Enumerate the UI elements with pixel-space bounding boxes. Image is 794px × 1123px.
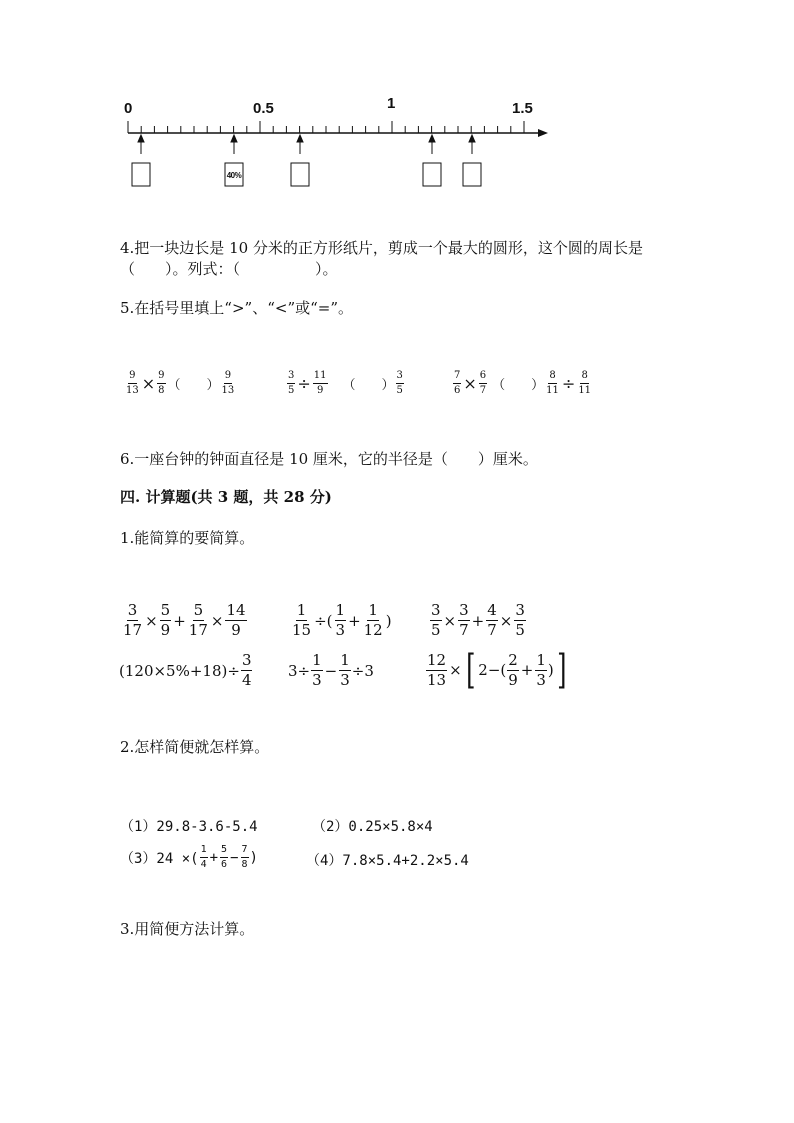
fraction: $\frac{3}{5}$ <box>288 370 295 396</box>
filled-box-text: 40% <box>226 171 242 180</box>
q4-line1: 4.把一块边长是 10 分米的正方形纸片，剪成一个最大的圆形，这个圆的周长是 <box>120 239 643 257</box>
q5-prompt: 5.在括号里填上“>”、“<”或“=”。 <box>120 299 354 317</box>
tick-label-1.5: 1.5 <box>512 100 533 117</box>
fraction: $\frac{7}{6}$ <box>454 370 461 396</box>
tick-label-0.5: 0.5 <box>253 100 274 117</box>
compare-blank[interactable]: （ ） <box>167 378 220 393</box>
section-4-title: 四. 计算题(共 3 题，共 28 分) <box>120 488 332 506</box>
q4-line2: （ ）。列式：（ ）。 <box>120 260 338 278</box>
tick-label-0: 0 <box>124 100 133 117</box>
calc1-expr-6: $\frac{12}{13}$ × [ 2−( $\frac{2}{9}$ + $\frac{1}{3}$ ) ] <box>427 647 567 693</box>
ticks <box>128 121 524 133</box>
fraction: $\frac{9}{8}$ <box>158 370 165 396</box>
calc2-title: 2.怎样简便就怎样算。 <box>120 738 270 756</box>
compare-blank[interactable]: （ ） <box>342 378 395 393</box>
calc1-title: 1.能简算的要简算。 <box>120 529 255 547</box>
calc1-expr-3: $\frac{3}{5}$ × $\frac{3}{7}$ + $\frac{4}{7}$ × $\frac{3}{5}$ <box>431 601 525 639</box>
q5-item-3: $\frac{7}{6}$ × $\frac{6}{7}$ （ ） $\frac{8}{11}$ ÷ $\frac{8}{11}$ <box>454 370 592 396</box>
tick-label-1: 1 <box>387 95 396 112</box>
calc2-p1: （1）29.8-3.6-5.4 <box>120 819 258 835</box>
answer-box-3 <box>291 163 309 186</box>
calc2-p2: （2）0.25×5.8×4 <box>312 819 433 835</box>
calc1-expr-5: 3÷ $\frac{1}{3}$ − $\frac{1}{3}$ ÷3 <box>288 651 374 689</box>
axis-arrow <box>538 129 548 137</box>
calc2-p4: （4）7.8×5.4+2.2×5.4 <box>306 853 469 869</box>
fraction: $\frac{3}{5}$ <box>396 370 403 396</box>
fraction: $\frac{6}{7}$ <box>479 370 487 396</box>
number-line <box>110 92 560 192</box>
calc1-expr-4: (120×5%+18)÷ $\frac{3}{4}$ <box>119 651 252 689</box>
answer-box-1 <box>132 163 150 186</box>
q5-item-1: $\frac{9}{13}$ × $\frac{9}{8}$ （ ） $\frac{9}{13}$ <box>126 370 235 396</box>
calc2-p3: （3）24 ×( $\frac{1}{4}$ + $\frac{5}{6}$ − $\frac{7}{8}$ ) <box>120 844 258 870</box>
q6-text: 6.一座台钟的钟面直径是 10 厘米，它的半径是（ ）厘米。 <box>120 450 538 468</box>
calc3-title: 3.用简便方法计算。 <box>120 920 255 938</box>
answer-box-4 <box>423 163 441 186</box>
compare-blank[interactable]: （ ） <box>492 378 545 393</box>
fraction: $\frac{11}{9}$ <box>313 370 327 396</box>
number-line-svg <box>110 92 560 192</box>
pointer-arrows <box>138 135 475 154</box>
answer-box-5 <box>463 163 481 186</box>
fraction: $\frac{8}{11}$ <box>546 370 559 396</box>
fraction: $\frac{8}{11}$ <box>578 370 592 396</box>
fraction: $\frac{9}{13}$ <box>221 370 235 396</box>
calc1-expr-2: $\frac{1}{15}$ ÷( $\frac{1}{3}$ + $\frac{1}{12}$ ) <box>292 601 392 639</box>
fraction: $\frac{9}{13}$ <box>126 370 139 396</box>
q5-item-2: $\frac{3}{5}$ ÷ $\frac{11}{9}$ （ ） $\frac{3}{5}$ <box>288 370 403 396</box>
calc1-expr-1: $\frac{3}{17}$ × $\frac{5}{9}$ + $\frac{5}{17}$ × $\frac{14}{9}$ <box>123 601 246 639</box>
